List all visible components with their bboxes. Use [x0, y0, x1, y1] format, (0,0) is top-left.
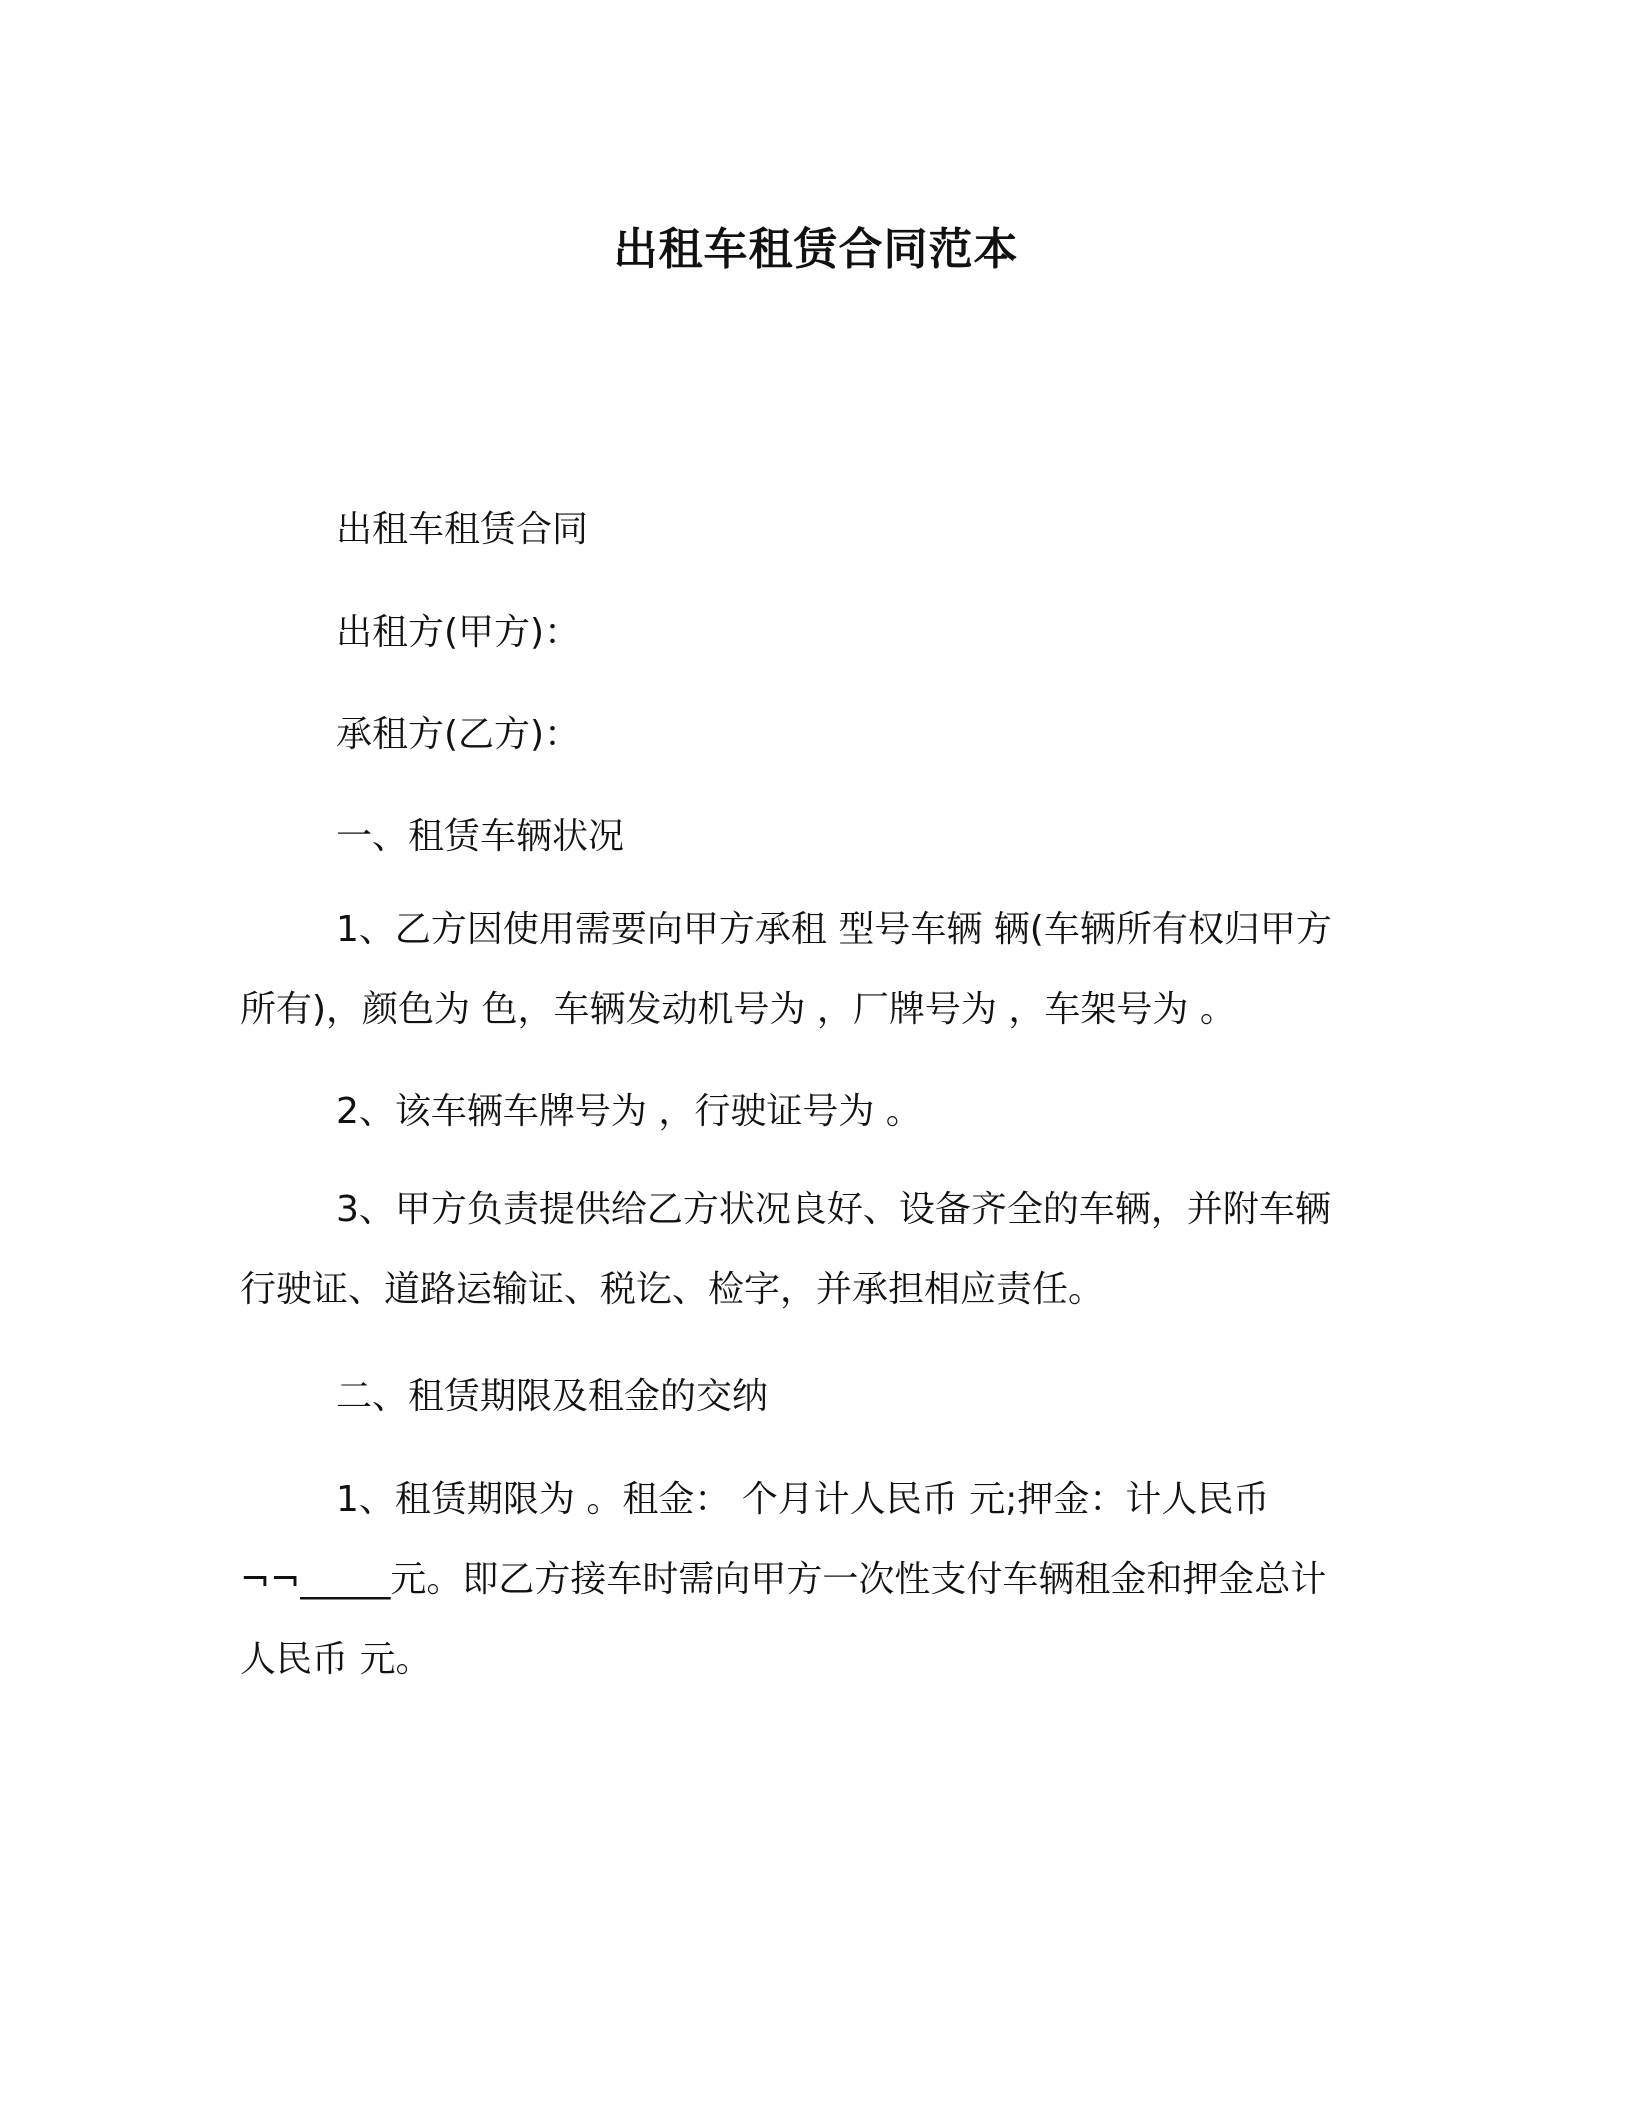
section-1-item-3-line-1: 3、甲方负责提供给乙方状况良好、设备齐全的车辆，并附车辆	[336, 1189, 1331, 1230]
section-2-title: 二、租赁期限及租金的交纳	[336, 1376, 769, 1417]
section-2-item-1-line-2: ¬¬_____元。即乙方接车时需向甲方一次性支付车辆租金和押金总计	[240, 1559, 1327, 1600]
section-1-title: 一、租赁车辆状况	[336, 816, 625, 857]
section-1-item-1-line-2: 所有)，颜色为 色，车辆发动机号为 ，厂牌号为 ，车架号为 。	[240, 989, 1236, 1030]
section-2-item-1-line-1: 1、租赁期限为 。租金： 个月计人民币 元;押金：计人民币	[336, 1479, 1270, 1520]
section-1-item-1	[240, 890, 1360, 1050]
section-2-item-1	[240, 1460, 1360, 1700]
section-2-item-1-line-3: 人民币 元。	[240, 1639, 432, 1680]
section-1-item-2: 2、该车辆车牌号为 ，行驶证号为 。	[336, 1091, 922, 1132]
contract-heading: 出租车租赁合同	[336, 509, 589, 550]
section-1-item-1-line-1: 1、乙方因使用需要向甲方承租 型号车辆 辆(车辆所有权归甲方	[336, 909, 1332, 950]
document-title: 出租车租赁合同范本	[613, 224, 1019, 275]
party-a-label: 出租方(甲方)：	[336, 612, 581, 653]
party-b-label: 承租方(乙方)：	[336, 714, 581, 755]
section-1-item-3-line-2: 行驶证、道路运输证、税讫、检字，并承担相应责任。	[240, 1269, 1105, 1310]
section-1-item-3	[240, 1170, 1360, 1330]
